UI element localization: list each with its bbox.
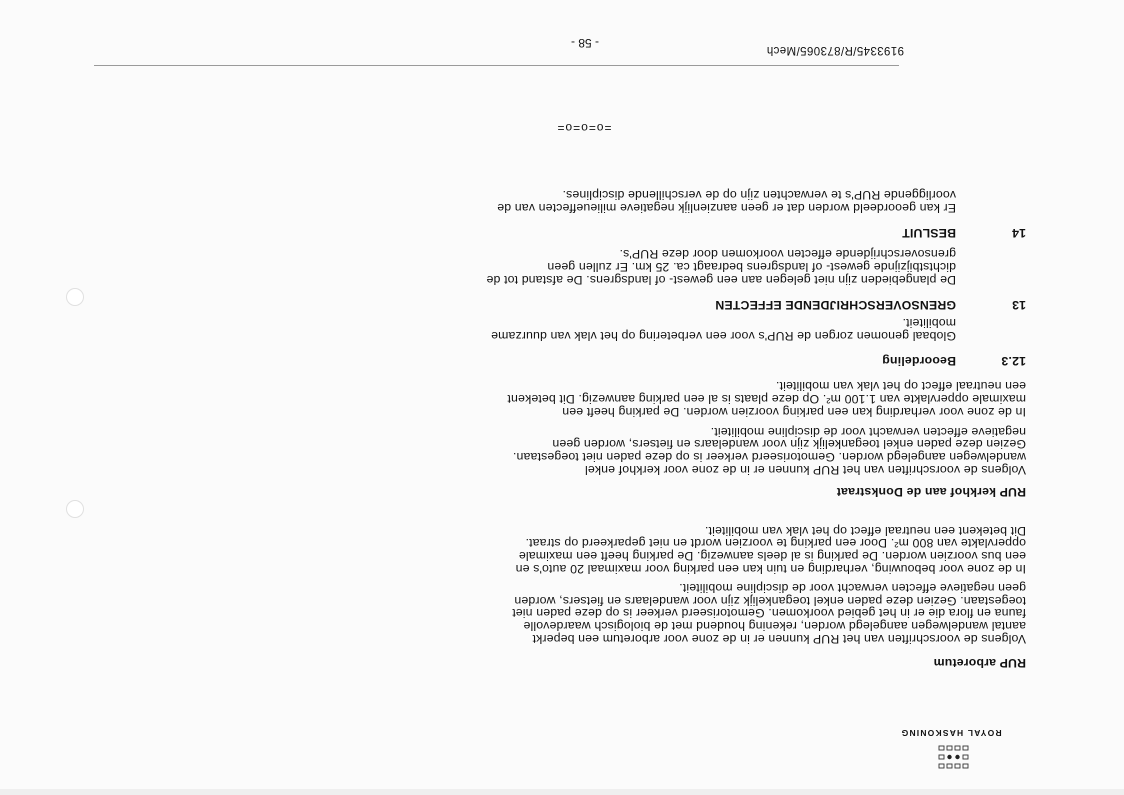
paragraph-arboretum-2: In de zone voor bebouwing, verharding en tuin kan een parking voor maximaal 20 auto's en een bus voorzien worden. De parking is al deels aanwezig. De parking heeft een maximale oppervlakte van 800 m². Door een parking te voorzien wordt en niet geparkeerd op straat. Dit betekent een neutraal effect op het vlak van mobiliteit. [515, 523, 1026, 576]
punch-hole [66, 500, 84, 518]
logo-text: ROYAL HASKONING [900, 728, 1002, 738]
heading-rup-arboretum: RUP arboretum [933, 656, 1026, 670]
section-number-12-3: 12.3 [1001, 354, 1026, 368]
heading-rup-kerkhof: RUP kerkhof aan de Donkstraat [836, 485, 1026, 499]
paragraph-besluit: Er kan geoordeeld worden dat er geen aanzienlijk negatieve milieueffecten van de voorliggende RUP's te verwachten zijn op de verschillende disciplines. [497, 188, 956, 215]
section-number-14: 14 [1011, 226, 1026, 240]
header-rule [94, 65, 899, 66]
heading-beoordeling: Beoordeling [882, 354, 956, 368]
paragraph-beoordeling: Globaal genomen zorgen de RUP's voor een verbetering op het vlak van duurzame mobiliteit. [490, 316, 956, 343]
company-logo [876, 710, 1026, 770]
scan-edge [0, 789, 1124, 795]
heading-grensoverschrijdende-effecten: GRENSOVERSCHRIJDENDE EFFECTEN [715, 298, 956, 312]
document-reference: 9193345/R/873065/Mech [766, 44, 904, 56]
paragraph-kerkhof-2: In de zone voor verharding kan een parking voorzien worden. De parking heeft een maximale oppervlakte van 1.100 m². Op deze plaats is al een parking aanwezig. Dit betekent een neutraal effect op het vlak van mobiliteit. [507, 379, 1026, 419]
end-marker: =o=o=o= [556, 121, 612, 135]
punch-hole [66, 288, 84, 306]
heading-besluit: BESLUIT [901, 226, 956, 240]
section-number-13: 13 [1011, 298, 1026, 312]
logo-grid-icon [932, 742, 972, 770]
paragraph-arboretum-1: Volgens de voorschriften van het RUP kunnen er in de zone voor arboretum een beperkt aantal wandelwegen aangelegd worden, rekening houdend met de biologisch waardevolle fauna en flora die er in het gebied voorkomen. Gemotoriseerd verkeer is op deze paden niet toegestaan. Gezien deze paden enkel toegankelijk zijn voor wandelaars en fietsers, worden geen negatieve effecten verwacht voor de discipline mobiliteit. [512, 580, 1026, 646]
paragraph-grens: De plangebieden zijn niet gelegen aan een gewest- of landsgrens. De afstand tot de dichtstbijzijnde gewest- of landsgrens bedraagt ca. 25 km. Er zullen geen grensoverschrijdende effecten voorkomen door deze RUP's. [486, 247, 956, 287]
page-number: - 58 - [571, 36, 600, 50]
paragraph-kerkhof-1: Volgens de voorschriften van het RUP kunnen er in de zone voor kerkhof enkel wandelwegen aangelegd worden. Gemotoriseerd verkeer is op deze paden niet toegestaan. Gezien deze paden enkel toegankelijk zijn voor wandelaars en fietsers, worden geen negatieve effecten verwacht voor de discipline mobiliteit. [512, 424, 1026, 477]
